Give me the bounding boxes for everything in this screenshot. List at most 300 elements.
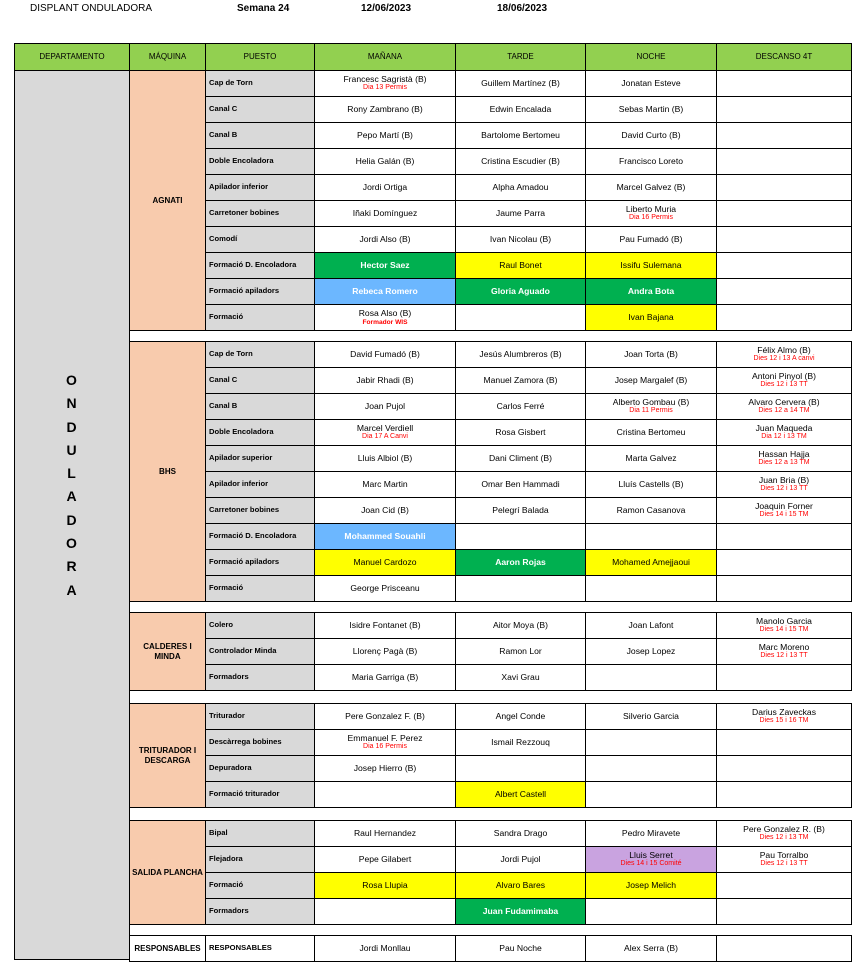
morning-shift-cell <box>314 872 456 899</box>
shift-note: Dia 12 i 13 TM <box>761 433 807 441</box>
morning-shift-cell <box>314 252 456 279</box>
worker-name: Jesús Alumbreros (B) <box>479 348 562 359</box>
night-shift-cell <box>585 252 717 279</box>
post-label: Carretoner bobines <box>209 208 280 218</box>
post-label: Doble Encoladora <box>209 427 274 437</box>
shift-note: Dia 16 Permis <box>629 214 673 222</box>
afternoon-shift-cell <box>455 174 586 201</box>
machine-label: AGNATI <box>152 195 183 205</box>
morning-shift-cell <box>314 96 456 123</box>
worker-name: Ismail Rezzouq <box>491 736 550 747</box>
worker-name: Joaquin Forner <box>755 500 813 511</box>
afternoon-shift-cell <box>455 367 586 394</box>
worker-name: Sebas Martin (B) <box>618 103 684 114</box>
afternoon-shift-cell <box>455 471 586 498</box>
afternoon-shift-cell <box>455 523 586 550</box>
afternoon-shift-cell <box>455 341 586 368</box>
afternoon-shift-cell <box>455 252 586 279</box>
worker-name: Josep Hierro (B) <box>353 762 417 773</box>
worker-name: Ramon Casanova <box>616 504 686 515</box>
shift-note: Dies 14 i 15 TM <box>759 626 809 634</box>
night-shift-cell <box>585 846 717 873</box>
post-label: Apilador superior <box>209 453 273 463</box>
night-shift-cell <box>585 898 717 925</box>
shift-note: Dia 13 Permis <box>363 84 407 92</box>
worker-name: Manolo Garcia <box>756 615 812 626</box>
worker-name: Pere Gonzalez R. (B) <box>743 823 825 834</box>
morning-shift-cell <box>314 471 456 498</box>
night-shift-cell <box>585 122 717 149</box>
rest-shift-cell <box>716 445 852 472</box>
worker-name: Cristina Bertomeu <box>616 426 686 437</box>
worker-name: Hassan Hajja <box>758 448 810 459</box>
worker-name: Raul Hernandez <box>353 827 417 838</box>
rest-shift-cell <box>716 200 852 227</box>
post-label: Formadors <box>209 672 249 682</box>
worker-name: Jordi Pujol <box>500 853 541 864</box>
worker-name: Jordi Also (B) <box>359 233 411 244</box>
department-letter: D <box>66 511 77 528</box>
post-label: Formació <box>209 880 244 890</box>
post-label: Cap de Torn <box>209 78 253 88</box>
worker-name: Ivan Nicolau (B) <box>489 233 552 244</box>
post-label: Apilador inferior <box>209 182 269 192</box>
post-cell <box>205 278 315 305</box>
worker-name: Joan Cid (B) <box>361 504 409 515</box>
shift-note: Dies 12 i 13 TT <box>760 860 808 868</box>
afternoon-shift-cell <box>455 96 586 123</box>
post-cell <box>205 226 315 253</box>
worker-name: Juan Fudamimaba <box>482 905 559 916</box>
rest-shift-cell <box>716 471 852 498</box>
afternoon-shift-cell <box>455 226 586 253</box>
column-header-label: MAÑANA <box>367 52 403 62</box>
worker-name: Jordi Ortiga <box>362 181 408 192</box>
column-header <box>585 43 717 71</box>
shift-note: Dies 12 i 13 A canvi <box>753 355 815 363</box>
post-label: Depuradora <box>209 763 252 773</box>
rest-shift-cell <box>716 729 852 756</box>
post-cell <box>205 523 315 550</box>
department-letter: O <box>66 535 77 552</box>
post-cell <box>205 781 315 808</box>
morning-shift-cell <box>314 393 456 420</box>
morning-shift-cell <box>314 612 456 639</box>
night-shift-cell <box>585 523 717 550</box>
rest-shift-cell <box>716 820 852 847</box>
shift-note: Dia 17 A Canvi <box>362 433 408 441</box>
morning-shift-cell <box>314 304 456 331</box>
night-shift-cell <box>585 549 717 576</box>
worker-name: Carlos Ferré <box>496 400 545 411</box>
shift-note: Dies 14 i 15 Comité <box>620 860 682 868</box>
post-label: Formació triturador <box>209 789 280 799</box>
worker-name: Rosa Gisbert <box>495 426 546 437</box>
rest-shift-cell <box>716 846 852 873</box>
post-cell <box>205 445 315 472</box>
night-shift-cell <box>585 781 717 808</box>
morning-shift-cell <box>314 898 456 925</box>
post-label: Triturador <box>209 711 245 721</box>
post-label: Descàrrega bobines <box>209 737 282 747</box>
rest-shift-cell <box>716 703 852 730</box>
post-label: Canal C <box>209 104 238 114</box>
afternoon-shift-cell <box>455 497 586 524</box>
worker-name: Rosa Also (B) <box>358 307 412 318</box>
worker-name: Josep Lopez <box>626 645 676 656</box>
morning-shift-cell <box>314 549 456 576</box>
night-shift-cell <box>585 341 717 368</box>
afternoon-shift-cell <box>455 575 586 602</box>
department-letter: L <box>67 465 76 482</box>
afternoon-shift-cell <box>455 846 586 873</box>
afternoon-shift-cell <box>455 820 586 847</box>
worker-name: Pau Fumadó (B) <box>619 233 683 244</box>
worker-name: Francisco Loreto <box>618 155 683 166</box>
column-header <box>14 43 130 71</box>
shift-note: Dies 14 i 15 TM <box>759 511 809 519</box>
shift-note: Dies 15 i 16 TM <box>759 717 809 725</box>
worker-name: Manuel Zamora (B) <box>483 374 558 385</box>
worker-name: Helia Galán (B) <box>355 155 415 166</box>
worker-name: Andra Bota <box>627 285 675 296</box>
rest-shift-cell <box>716 70 852 97</box>
worker-name: Joan Pujol <box>364 400 406 411</box>
post-label: Formadors <box>209 906 249 916</box>
post-cell <box>205 664 315 691</box>
night-shift-cell <box>585 575 717 602</box>
post-cell <box>205 419 315 446</box>
morning-shift-cell <box>314 755 456 782</box>
worker-name: Joan Lafont <box>628 619 674 630</box>
post-label: RESPONSABLES <box>209 943 272 953</box>
department-letter: D <box>66 418 77 435</box>
post-cell <box>205 638 315 665</box>
column-header-label: TARDE <box>507 52 534 62</box>
worker-name: Marcel Galvez (B) <box>616 181 686 192</box>
column-header-label: DEPARTAMENTO <box>39 52 105 62</box>
worker-name: Iñaki Domínguez <box>352 207 418 218</box>
rest-shift-cell <box>716 174 852 201</box>
post-label: Canal C <box>209 375 238 385</box>
post-cell <box>205 304 315 331</box>
night-shift-cell <box>585 393 717 420</box>
post-cell <box>205 471 315 498</box>
morning-shift-cell <box>314 575 456 602</box>
worker-name: Pepe Gilabert <box>358 853 412 864</box>
rest-shift-cell <box>716 393 852 420</box>
worker-name: Juan Maqueda <box>755 422 813 433</box>
worker-name: Rosa Llupia <box>362 879 408 890</box>
worker-name: Pepo Martí (B) <box>357 129 413 140</box>
post-label: Flejadora <box>209 854 243 864</box>
night-shift-cell <box>585 638 717 665</box>
morning-shift-cell <box>314 523 456 550</box>
morning-shift-cell <box>314 703 456 730</box>
machine-cell <box>129 820 206 925</box>
night-shift-cell <box>585 226 717 253</box>
post-label: Apilador inferior <box>209 479 269 489</box>
post-cell <box>205 367 315 394</box>
worker-name: Lluis Albiol (B) <box>357 452 413 463</box>
week-label: Semana 24 <box>237 3 290 14</box>
department-letter: O <box>66 372 77 388</box>
afternoon-shift-cell <box>455 278 586 305</box>
column-header-label: DESCANSO 4T <box>755 52 813 62</box>
worker-name: Llorenç Pagà (B) <box>352 645 418 656</box>
machine-cell <box>129 612 206 691</box>
post-cell <box>205 846 315 873</box>
worker-name: Félix Almo (B) <box>757 344 811 355</box>
morning-shift-cell <box>314 122 456 149</box>
column-header <box>205 43 315 71</box>
worker-name: Josep Margalef (B) <box>614 374 688 385</box>
shift-note: Dies 12 i 13 TT <box>760 652 808 660</box>
night-shift-cell <box>585 703 717 730</box>
morning-shift-cell <box>314 341 456 368</box>
worker-name: Marta Galvez <box>625 452 677 463</box>
worker-name: Mohamed Amejjaoui <box>612 556 690 567</box>
morning-shift-cell <box>314 781 456 808</box>
night-shift-cell <box>585 471 717 498</box>
worker-name: Albert Castell <box>494 788 547 799</box>
post-cell <box>205 148 315 175</box>
rest-shift-cell <box>716 898 852 925</box>
rest-shift-cell <box>716 935 852 962</box>
post-cell <box>205 820 315 847</box>
rest-shift-cell <box>716 252 852 279</box>
worker-name: Jabir Rhadi (B) <box>356 374 414 385</box>
department-letter: A <box>66 581 77 598</box>
afternoon-shift-cell <box>455 445 586 472</box>
morning-shift-cell <box>314 174 456 201</box>
morning-shift-cell <box>314 200 456 227</box>
post-label: Controlador Minda <box>209 646 277 656</box>
worker-name: Lluis Serret <box>629 849 673 860</box>
rest-shift-cell <box>716 872 852 899</box>
machine-cell <box>129 341 206 602</box>
department-letter: A <box>66 488 77 505</box>
night-shift-cell <box>585 419 717 446</box>
morning-shift-cell <box>314 70 456 97</box>
shift-note: Dies 12 a 14 TM <box>758 407 810 415</box>
rest-shift-cell <box>716 148 852 175</box>
morning-shift-cell <box>314 664 456 691</box>
end-date: 18/06/2023 <box>497 3 548 14</box>
post-cell <box>205 935 315 962</box>
worker-name: Jonatan Esteve <box>621 77 681 88</box>
department-letter: R <box>66 558 77 575</box>
night-shift-cell <box>585 70 717 97</box>
worker-name: Juan Bria (B) <box>758 474 810 485</box>
post-cell <box>205 898 315 925</box>
column-header-label: PUESTO <box>243 52 277 62</box>
night-shift-cell <box>585 820 717 847</box>
post-cell <box>205 122 315 149</box>
department-vertical-label <box>14 372 129 605</box>
night-shift-cell <box>585 445 717 472</box>
post-cell <box>205 174 315 201</box>
afternoon-shift-cell <box>455 549 586 576</box>
worker-name: Marc Martin <box>362 478 408 489</box>
worker-name: Alberto Gombau (B) <box>612 396 690 407</box>
worker-name: George Prisceanu <box>350 582 420 593</box>
rest-shift-cell <box>716 664 852 691</box>
post-label: Formació apiladors <box>209 557 280 567</box>
afternoon-shift-cell <box>455 148 586 175</box>
afternoon-shift-cell <box>455 703 586 730</box>
worker-name: Xavi Grau <box>501 671 540 682</box>
worker-name: David Curto (B) <box>621 129 681 140</box>
worker-name: David Fumadó (B) <box>350 348 420 359</box>
post-label: Formació <box>209 583 244 593</box>
worker-name: Raul Bonet <box>499 259 542 270</box>
machine-label: TRITURADOR I DESCARGA <box>138 746 197 765</box>
morning-shift-cell <box>314 820 456 847</box>
post-cell <box>205 729 315 756</box>
post-label: Formació D. Encoladora <box>209 531 297 541</box>
afternoon-shift-cell <box>455 755 586 782</box>
morning-shift-cell <box>314 846 456 873</box>
post-label: Canal B <box>209 401 238 411</box>
post-cell <box>205 549 315 576</box>
department-letter: N <box>66 395 77 412</box>
worker-name: Francesc Sagristà (B) <box>343 73 427 84</box>
worker-name: Ivan Bajana <box>628 311 674 322</box>
rest-shift-cell <box>716 523 852 550</box>
column-header <box>716 43 852 71</box>
post-label: Cap de Torn <box>209 349 253 359</box>
post-label: Formació <box>209 312 244 322</box>
morning-shift-cell <box>314 226 456 253</box>
machine-cell <box>129 703 206 808</box>
machine-label: BHS <box>159 466 176 476</box>
machine-label: CALDERES I MINDA <box>143 642 192 661</box>
afternoon-shift-cell <box>455 729 586 756</box>
afternoon-shift-cell <box>455 393 586 420</box>
post-label: Bipal <box>209 828 228 838</box>
worker-name: Antoni Pinyol (B) <box>751 370 816 381</box>
morning-shift-cell <box>314 148 456 175</box>
shift-note: Dies 12 a 13 TM <box>758 459 810 467</box>
worker-name: Emmanuel F. Perez <box>347 732 423 743</box>
post-cell <box>205 575 315 602</box>
morning-shift-cell <box>314 729 456 756</box>
rest-shift-cell <box>716 226 852 253</box>
post-cell <box>205 497 315 524</box>
worker-name: Aaron Rojas <box>495 556 546 567</box>
rest-shift-cell <box>716 497 852 524</box>
column-header-label: NOCHE <box>636 52 666 62</box>
worker-name: Pau Torralbo <box>759 849 809 860</box>
worker-name: Sandra Drago <box>493 827 548 838</box>
worker-name: Dani Climent (B) <box>488 452 553 463</box>
worker-name: Pelegrí Balada <box>492 504 549 515</box>
shift-note: Dies 12 i 13 TT <box>760 381 808 389</box>
rest-shift-cell <box>716 122 852 149</box>
machine-label: SALIDA PLANCHA <box>132 867 203 877</box>
post-cell <box>205 755 315 782</box>
worker-name: Maria Garriga (B) <box>351 671 419 682</box>
rest-shift-cell <box>716 367 852 394</box>
post-cell <box>205 70 315 97</box>
worker-name: Gloria Aguado <box>491 285 550 296</box>
post-cell <box>205 252 315 279</box>
department-letter: U <box>66 441 77 458</box>
worker-name: Rebeca Romero <box>352 285 418 296</box>
post-cell <box>205 341 315 368</box>
worker-name: Pau Noche <box>499 942 542 953</box>
night-shift-cell <box>585 729 717 756</box>
night-shift-cell <box>585 872 717 899</box>
worker-name: Liberto Muria <box>625 203 677 214</box>
night-shift-cell <box>585 304 717 331</box>
worker-name: Edwin Encalada <box>489 103 552 114</box>
machine-cell <box>129 70 206 331</box>
worker-name: Pedro Miravete <box>621 827 681 838</box>
rest-shift-cell <box>716 755 852 782</box>
rest-shift-cell <box>716 419 852 446</box>
afternoon-shift-cell <box>455 419 586 446</box>
column-header-label: MÁQUINA <box>148 52 187 62</box>
night-shift-cell <box>585 148 717 175</box>
worker-name: Jordi Monllau <box>359 942 411 953</box>
morning-shift-cell <box>314 497 456 524</box>
morning-shift-cell <box>314 278 456 305</box>
worker-name: Aitor Moya (B) <box>493 619 548 630</box>
post-label: Comodí <box>209 234 238 244</box>
shift-note: Formador WIS <box>362 318 408 326</box>
morning-shift-cell <box>314 935 456 962</box>
night-shift-cell <box>585 367 717 394</box>
night-shift-cell <box>585 935 717 962</box>
afternoon-shift-cell <box>455 781 586 808</box>
post-label: Carretoner bobines <box>209 505 280 515</box>
worker-name: Pere Gonzalez F. (B) <box>345 710 425 721</box>
worker-name: Alvaro Bares <box>495 879 546 890</box>
worker-name: Lluís Castells (B) <box>618 478 684 489</box>
column-header <box>455 43 586 71</box>
night-shift-cell <box>585 612 717 639</box>
column-header <box>129 43 206 71</box>
machine-cell <box>129 935 206 962</box>
worker-name: Issifu Sulemana <box>620 259 682 270</box>
shift-note: Dia 16 Permis <box>363 743 407 751</box>
night-shift-cell <box>585 278 717 305</box>
worker-name: Josep Melich <box>625 879 677 890</box>
night-shift-cell <box>585 755 717 782</box>
morning-shift-cell <box>314 419 456 446</box>
night-shift-cell <box>585 96 717 123</box>
afternoon-shift-cell <box>455 872 586 899</box>
post-cell <box>205 200 315 227</box>
start-date: 12/06/2023 <box>361 3 412 14</box>
worker-name: Alex Serra (B) <box>624 942 678 953</box>
post-cell <box>205 612 315 639</box>
rest-shift-cell <box>716 638 852 665</box>
roster-table <box>14 43 851 960</box>
worker-name: Ramon Lor <box>499 645 542 656</box>
document-title: DISPLANT ONDULADORA <box>30 3 153 14</box>
rest-shift-cell <box>716 612 852 639</box>
shift-note: Dies 12 i 13 TT <box>760 485 808 493</box>
rest-shift-cell <box>716 304 852 331</box>
worker-name: Omar Ben Hammadi <box>481 478 560 489</box>
afternoon-shift-cell <box>455 200 586 227</box>
rest-shift-cell <box>716 575 852 602</box>
post-label: Doble Encoladora <box>209 156 274 166</box>
shift-note: Dies 12 i 13 TM <box>759 834 809 842</box>
